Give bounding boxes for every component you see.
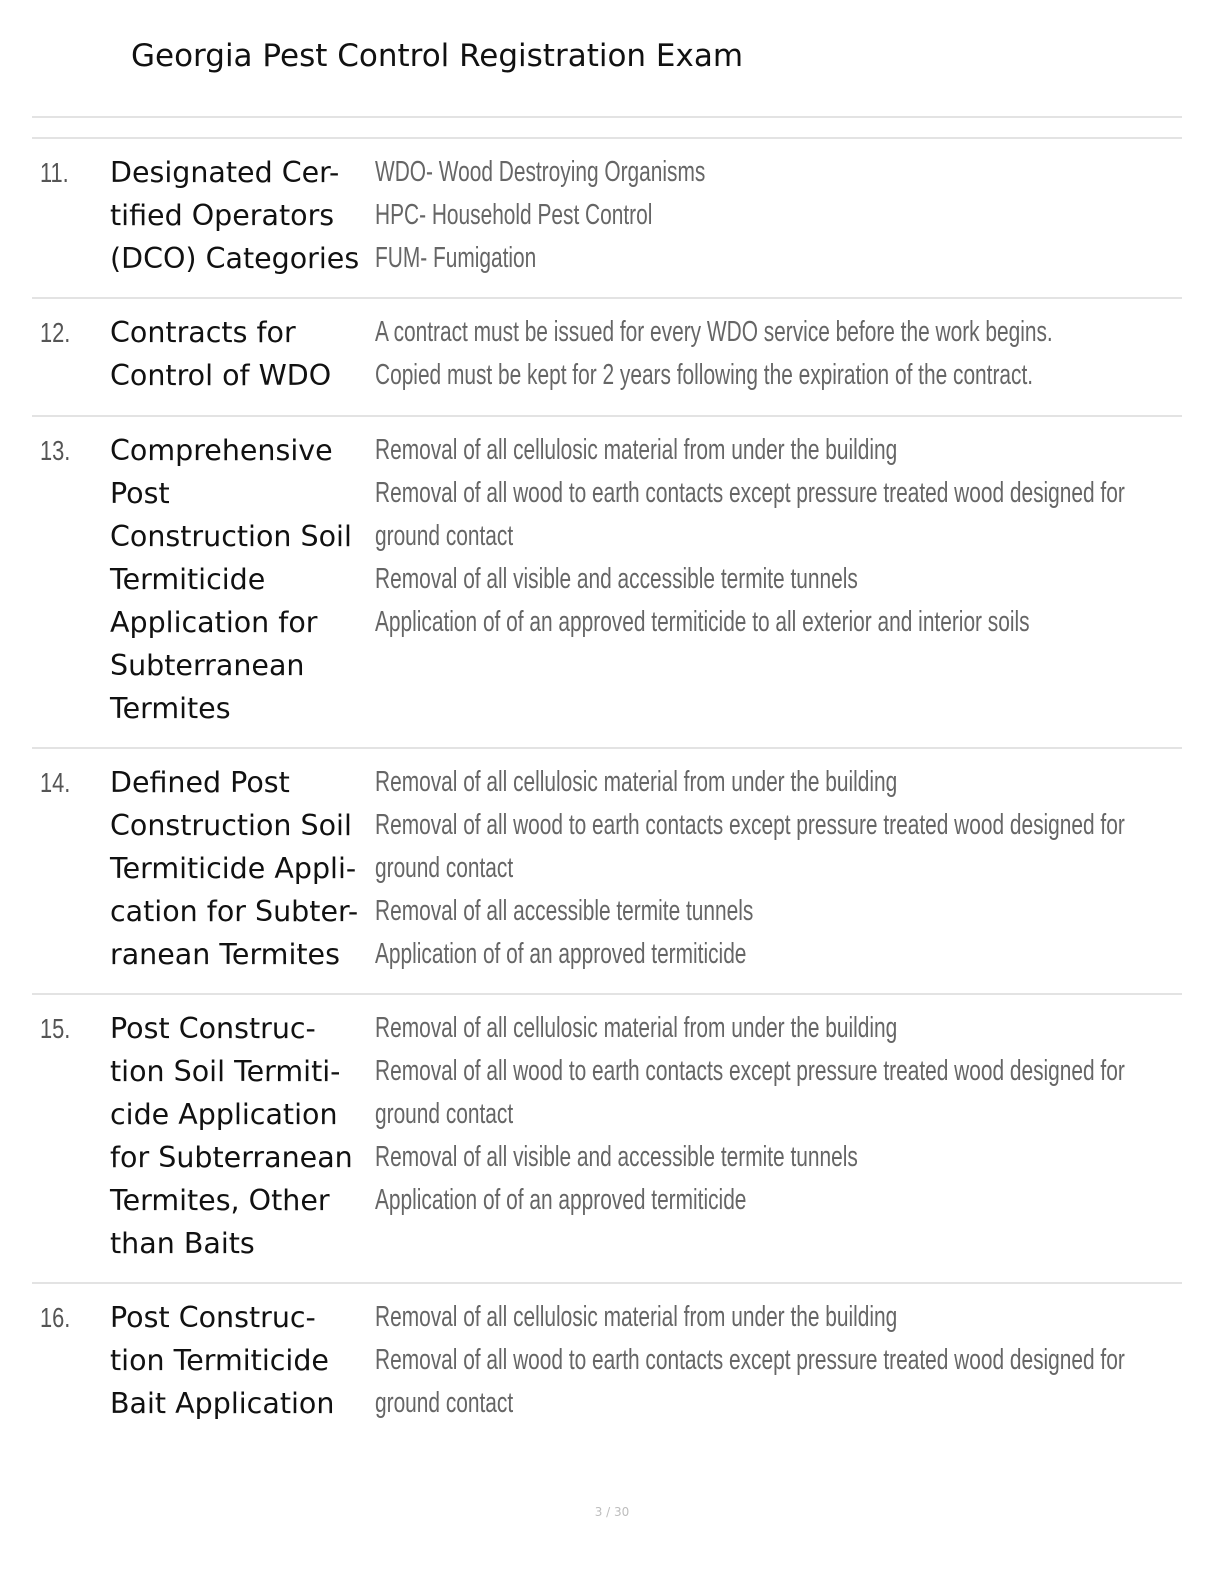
term-line: Termites, Other (110, 1184, 330, 1217)
term-line: Post Construc- (110, 1012, 316, 1045)
entry-term (110, 761, 372, 976)
definition-line: FUM- Fumigation (375, 242, 537, 274)
row-divider (32, 1282, 1182, 1284)
definition-line: Removal of all visible and accessible termite tunnels (375, 563, 858, 595)
entry-term (110, 311, 372, 397)
definition-line: Removal of all wood to earth contacts except pressure treated wood designed for (375, 1344, 1125, 1376)
definition-line: Application of of an approved termiticide (375, 1184, 747, 1216)
definition-line: Removal of all cellulosic material from under the building (375, 1301, 898, 1333)
definition-line: Removal of all cellulosic material from under the building (375, 766, 898, 798)
entry-number: 13. (40, 435, 71, 466)
term-line: ranean Termites (110, 938, 340, 971)
entry-definition (375, 1007, 1224, 1222)
term-line: Termites (110, 692, 231, 725)
term-line: Defined Post (110, 766, 290, 799)
definition-line: ground contact (375, 1387, 514, 1419)
entry-term (110, 1296, 372, 1425)
term-line: Subterranean (110, 649, 305, 682)
term-line: Post Construc- (110, 1301, 316, 1334)
term-line: Termiticide (110, 563, 266, 596)
page-title: Georgia Pest Control Registration Exam (131, 38, 744, 74)
definition-line: ground contact (375, 520, 514, 552)
entry-number: 11. (40, 157, 69, 188)
term-line: Control of WDO (110, 359, 332, 392)
row-divider (32, 747, 1182, 749)
definition-line: Application of of an approved termiticide to all exterior and interior soils (375, 606, 1030, 638)
entry-number: 15. (40, 1013, 71, 1044)
entry-term (110, 429, 372, 730)
definition-line: WDO- Wood Destroying Organisms (375, 156, 706, 188)
entry-number: 16. (40, 1302, 71, 1333)
term-line: Construction Soil (110, 520, 352, 553)
term-line: tified Operators (110, 199, 335, 232)
definition-line: HPC- Household Pest Control (375, 199, 653, 231)
entry-definition (375, 151, 1224, 280)
definition-line: Removal of all wood to earth contacts except pressure treated wood designed for (375, 1055, 1125, 1087)
term-line: Comprehensive (110, 434, 333, 467)
entry-definition (375, 311, 1224, 397)
definition-line: Removal of all cellulosic material from under the building (375, 434, 898, 466)
term-line: tion Termiticide (110, 1344, 329, 1377)
entry-term (110, 1007, 372, 1265)
entry-number: 12. (40, 317, 71, 348)
definition-line: A contract must be issued for every WDO service before the work begins. (375, 316, 1053, 348)
definition-line: ground contact (375, 852, 514, 884)
entry-definition (375, 429, 1224, 644)
term-line: (DCO) Categories (110, 242, 360, 275)
term-line: Termiticide Appli- (110, 852, 357, 885)
definition-line: Removal of all cellulosic material from under the building (375, 1012, 898, 1044)
term-line: tion Soil Termiti- (110, 1055, 341, 1088)
entry-definition (375, 1296, 1224, 1425)
row-divider (32, 993, 1182, 995)
page-number: 3 / 30 (594, 1505, 630, 1519)
definition-line: Copied must be kept for 2 years following the expiration of the contract. (375, 359, 1034, 391)
term-line: Application for (110, 606, 318, 639)
term-line: for Subterranean (110, 1141, 353, 1174)
term-line: Bait Application (110, 1387, 335, 1420)
term-line: Post (110, 477, 170, 510)
term-line: than Baits (110, 1227, 255, 1260)
term-line: Construction Soil (110, 809, 352, 842)
definition-line: Removal of all wood to earth contacts except pressure treated wood designed for (375, 809, 1125, 841)
row-divider (32, 297, 1182, 299)
term-line: Designated Cer- (110, 156, 340, 189)
entry-term (110, 151, 372, 280)
term-line: Contracts for (110, 316, 296, 349)
table-top-divider (32, 137, 1182, 139)
row-divider (32, 415, 1182, 417)
entry-definition (375, 761, 1224, 976)
definition-line: Removal of all accessible termite tunnels (375, 895, 754, 927)
definition-line: Removal of all visible and accessible termite tunnels (375, 1141, 858, 1173)
definition-line: ground contact (375, 1098, 514, 1130)
definition-line: Application of of an approved termiticide (375, 938, 747, 970)
definition-line: Removal of all wood to earth contacts except pressure treated wood designed for (375, 477, 1125, 509)
term-line: cide Application (110, 1098, 338, 1131)
header-divider (32, 116, 1182, 118)
entry-number: 14. (40, 767, 71, 798)
term-line: cation for Subter- (110, 895, 359, 928)
